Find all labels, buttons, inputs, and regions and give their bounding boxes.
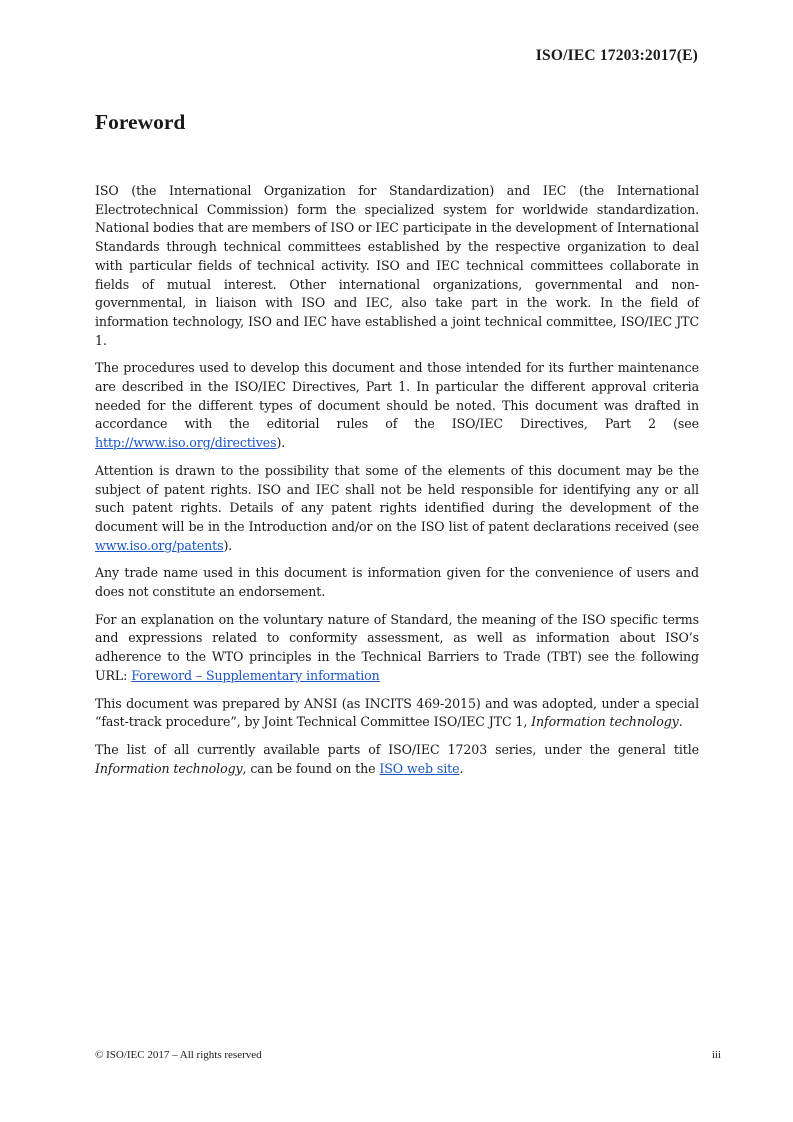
supplementary-info-link[interactable]: Foreword – Supplementary information: [131, 667, 380, 683]
text: Attention is drawn to the possibility that some of the elements of this document may be the subject of patent rights. ISO and IEC shall not be held responsible for identifying any or all such patent rights. Details of any patent rights identified during the development of the document will be in the Introduction and/or on the ISO list of patent declarations received (see: [95, 462, 699, 534]
copyright-notice: © ISO/IEC 2017 – All rights reserved: [95, 1049, 262, 1061]
text: ).: [223, 537, 233, 553]
text: The procedures used to develop this document and those intended for its further maintenance are described in the ISO/IEC Directives, Part 1. In particular the different approval criteria needed for the different types of document should be noted. This document was drafted in accordance with the editorial rules of the ISO/IEC Directives, Part 2 (see: [95, 360, 699, 432]
paragraph-organizations: ISO (the International Organization for Standardization) and IEC (the International Electrotechnical Commission) form the specialized system for worldwide standardization. National bodies that are members of ISO or IEC participate in the development of International Standards through technical committees established by the respective organization to deal with particular fields of technical activity. ISO and IEC technical committees collaborate in fields of mutual interest. Other international organizations, governmental and non-governmental, in liaison with ISO and IEC, also take part in the work. In the field of information technology, ISO and IEC have established a joint technical committee, ISO/IEC JTC 1.: [95, 183, 699, 348]
iso-website-link[interactable]: ISO web site: [379, 760, 460, 776]
patents-link[interactable]: www.iso.org/patents: [95, 537, 224, 553]
text: The list of all currently available parts of ISO/IEC 17203 series, under the general title: [95, 741, 699, 757]
paragraph-parts-list: [95, 741, 699, 778]
foreword-body: [95, 182, 699, 787]
document-id-header: ISO/IEC 17203:2017(E): [535, 47, 698, 64]
paragraph-trade-name: Any trade name used in this document is information given for the convenience of users and does not constitute an endorsement.: [95, 565, 699, 600]
text: , can be found on the: [242, 760, 380, 776]
text: .: [678, 714, 683, 730]
text: For an explanation on the voluntary nature of Standard, the meaning of the ISO specific terms and expressions related to conformity assessment, as well as information about ISO’s adherence to the WTO principles in the Technical Barriers to Trade (TBT) see the following URL:: [95, 611, 699, 683]
paragraph-prepared-by: [95, 695, 699, 732]
directives-link[interactable]: http://www.iso.org/directives: [95, 435, 277, 451]
italic-title: Information technology: [531, 714, 679, 730]
text: ).: [276, 435, 286, 451]
page-title: Foreword: [95, 110, 186, 134]
paragraph-procedures: [95, 359, 699, 453]
italic-title: Information technology: [95, 760, 243, 776]
paragraph-patents: [95, 462, 699, 556]
page-footer: [95, 1049, 721, 1061]
paragraph-voluntary: [95, 611, 699, 686]
text: .: [459, 760, 464, 776]
text: This document was prepared by ANSI (as INCITS 469-2015) and was adopted, under a special “fast-track procedure”, by Joint Technical Committee ISO/IEC JTC 1,: [95, 695, 699, 730]
page-number: iii: [711, 1049, 721, 1061]
